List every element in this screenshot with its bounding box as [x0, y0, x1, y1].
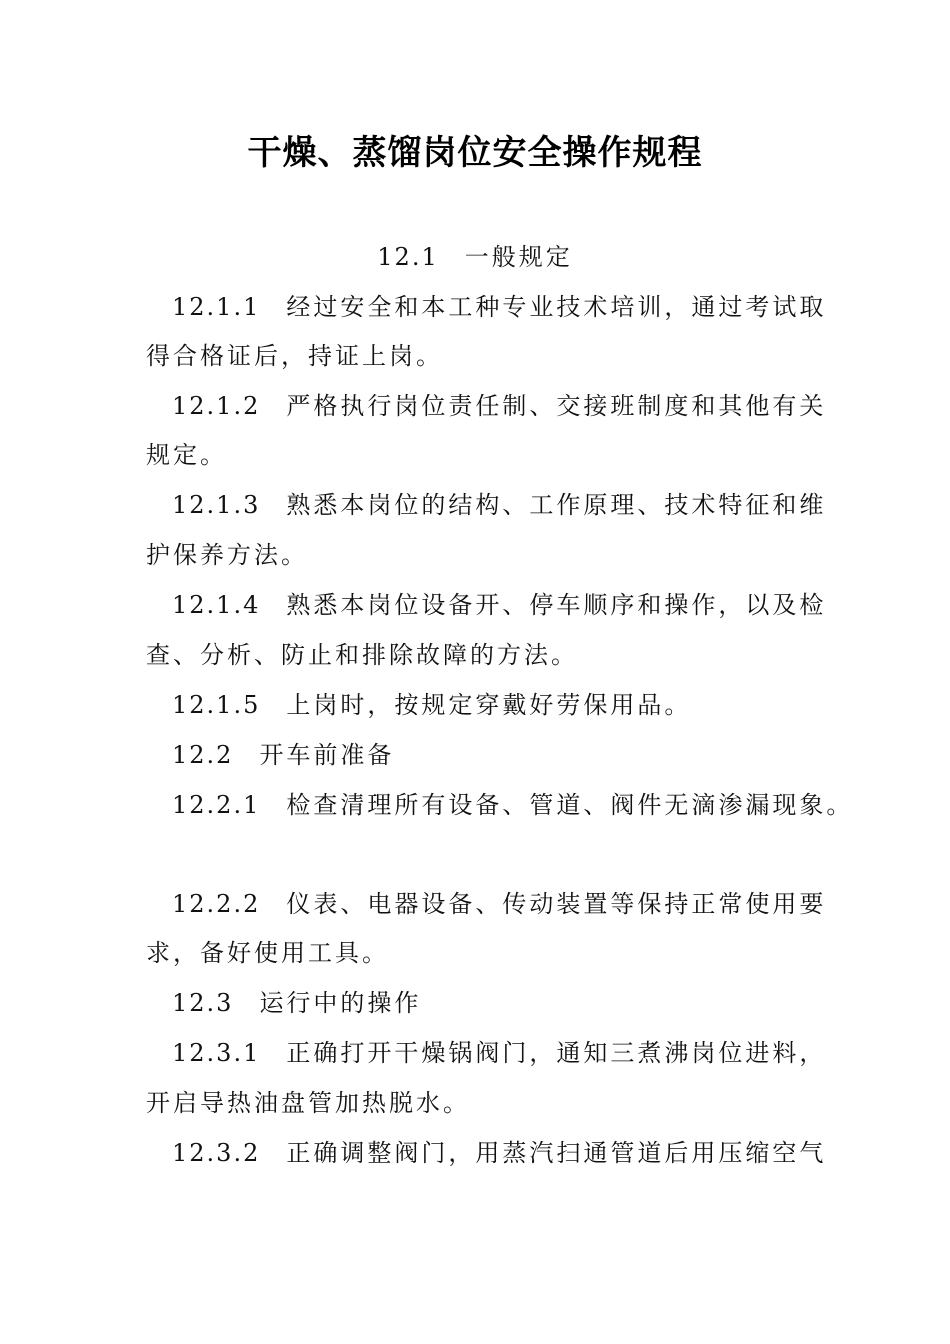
clause-continuation: 求，备好使用工具。 — [146, 939, 389, 967]
clause-number: 12.1.5 — [172, 691, 261, 719]
clause-number: 12.1.2 — [172, 392, 261, 420]
section-text: 一般规定 — [464, 243, 573, 271]
clause-12-1-2 — [172, 389, 826, 423]
clause-text: 检查清理所有设备、管道、阀件无滴渗漏现象。 — [286, 791, 854, 819]
clause-text: 熟悉本岗位设备开、停车顺序和操作，以及检 — [286, 591, 827, 619]
section-heading-12-3 — [172, 986, 421, 1020]
clause-number: 12.1.3 — [172, 491, 261, 519]
document-title: 干燥、蒸馏岗位安全操作规程 — [247, 133, 703, 173]
clause-text: 仪表、电器设备、传动装置等保持正常使用要 — [286, 890, 827, 918]
clause-text: 正确调整阀门，用蒸汽扫通管道后用压缩空气 — [286, 1139, 827, 1167]
section-number: 12.2 — [172, 741, 234, 769]
section-heading-12-2 — [172, 738, 394, 772]
clause-text: 上岗时，按规定穿戴好劳保用品。 — [286, 691, 692, 719]
clause-12-3-1 — [172, 1036, 826, 1070]
clause-number: 12.2.1 — [172, 791, 261, 819]
clause-number: 12.1.4 — [172, 591, 261, 619]
clause-12-2-1 — [172, 788, 853, 822]
section-number: 12.3 — [172, 989, 234, 1017]
clause-continuation: 开启导热油盘管加热脱水。 — [146, 1089, 470, 1117]
section-text: 运行中的操作 — [259, 989, 422, 1017]
clause-12-1-1 — [172, 290, 826, 324]
clause-12-1-3 — [172, 488, 826, 522]
section-text: 开车前准备 — [259, 741, 395, 769]
clause-continuation: 得合格证后，持证上岗。 — [146, 342, 443, 370]
clause-continuation: 护保养方法。 — [146, 541, 308, 569]
clause-text: 熟悉本岗位的结构、工作原理、技术特征和维 — [286, 491, 827, 519]
clause-text: 经过安全和本工种专业技术培训，通过考试取 — [286, 293, 827, 321]
section-heading-12-1 — [0, 240, 950, 274]
clause-text: 正确打开干燥锅阀门，通知三煮沸岗位进料， — [286, 1039, 827, 1067]
clause-number: 12.1.1 — [172, 293, 261, 321]
clause-number: 12.3.2 — [172, 1139, 261, 1167]
clause-12-3-2 — [172, 1136, 826, 1170]
clause-number: 12.3.1 — [172, 1039, 261, 1067]
clause-continuation: 规定。 — [146, 441, 227, 469]
clause-12-1-5 — [172, 688, 691, 722]
clause-number: 12.2.2 — [172, 890, 261, 918]
clause-12-2-2 — [172, 887, 826, 921]
clause-12-1-4 — [172, 588, 826, 622]
clause-continuation: 查、分析、防止和排除故障的方法。 — [146, 641, 578, 669]
clause-text: 严格执行岗位责任制、交接班制度和其他有关 — [286, 392, 827, 420]
section-number: 12.1 — [377, 243, 439, 271]
